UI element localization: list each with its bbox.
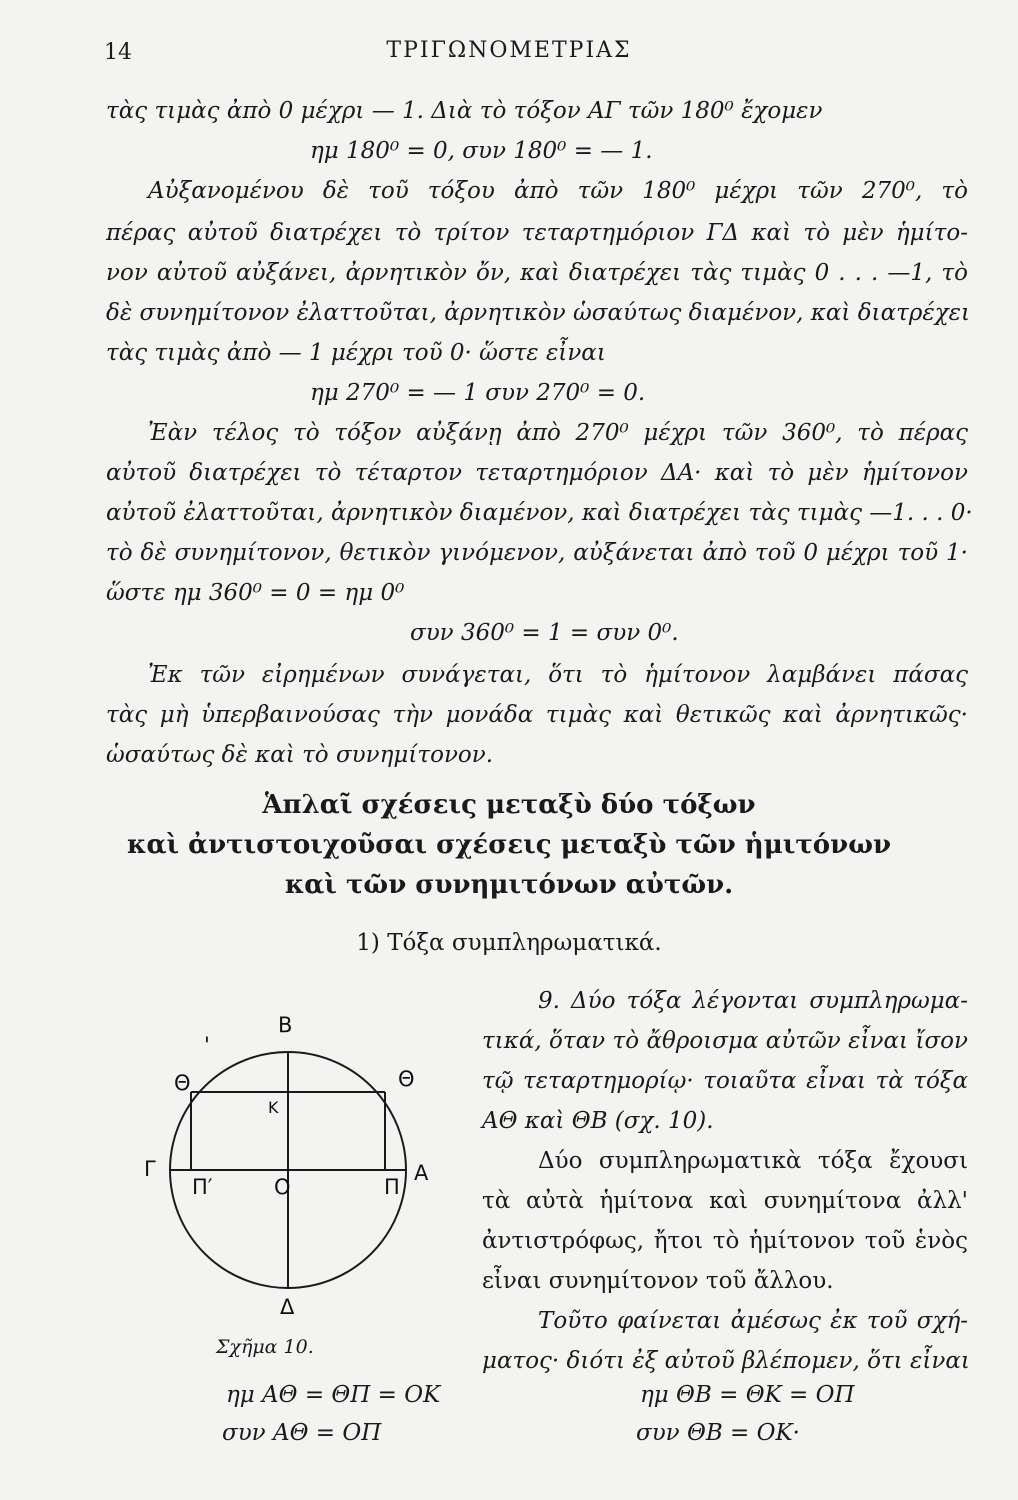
text-line: τὰ αὐτὰ ἡμίτονα καὶ συνημίτονα ἀλλ': [482, 1188, 968, 1214]
text-line: δὲ συνημίτονον ἐλαττοῦται, ἀρνητικὸν ὡσαύτως διαμένον, καὶ διατρέχει: [106, 300, 970, 326]
formula-right-2: συν ΘΒ = ΟΚ·: [636, 1420, 800, 1446]
label-prime-mark: ': [204, 1033, 210, 1057]
text-line: ματος· διότι ἐξ αὐτοῦ βλέπομεν, ὅτι εἶναι: [482, 1348, 970, 1374]
figure-svg: [140, 1000, 460, 1320]
formula-left-1: ημ ΑΘ = ΘΠ = ΟΚ: [226, 1382, 441, 1408]
section-subheading: 1) Τόξα συμπληρωματικά.: [356, 930, 662, 956]
text-line: Τοῦτο φαίνεται ἀμέσως ἐκ τοῦ σχή-: [538, 1308, 968, 1334]
text-line: τὸ δὲ συνημίτονον, θετικὸν γινόμενον, αὐξάνεται ἀπὸ τοῦ 0 μέχρι τοῦ 1·: [106, 540, 968, 566]
label-K: Κ: [268, 1098, 279, 1117]
section-heading-line: καὶ τῶν συνημιτόνων αὐτῶν.: [284, 870, 734, 900]
text-line: τὰς τιμὰς ἀπὸ 0 μέχρι — 1. Διὰ τὸ τόξον ΑΓ τῶν 180⁰ ἔχομεν: [106, 98, 823, 124]
text-line: ὡσαύτως δὲ καὶ τὸ συνημίτονον.: [106, 742, 494, 768]
label-P: Π: [384, 1175, 400, 1199]
section-heading-line: καὶ ἀντιστοιχοῦσαι σχέσεις μεταξὺ τῶν ἡμιτόνων: [126, 830, 891, 860]
text-line: ΑΘ καὶ ΘΒ (σχ. 10).: [482, 1108, 714, 1134]
label-O: Ο: [274, 1175, 291, 1199]
formula-line: ημ 180⁰ = 0, συν 180⁰ = — 1.: [310, 138, 653, 164]
section-heading-line: Ἁπλαῖ σχέσεις μεταξὺ δύο τόξων: [262, 790, 756, 820]
text-line: τὰς μὴ ὑπερβαινούσας τὴν μονάδα τιμὰς καὶ θετικῶς καὶ ἀρνητικῶς·: [106, 702, 968, 728]
text-line: τὰς τιμὰς ἀπὸ — 1 μέχρι τοῦ 0· ὥστε εἶναι: [106, 340, 606, 366]
text-line: Ἐκ τῶν εἰρημένων συνάγεται, ὅτι τὸ ἡμίτονον λαμβάνει πάσας: [148, 662, 968, 688]
formula-line: συν 360⁰ = 1 = συν 0⁰.: [410, 620, 679, 646]
text-line: Ἐὰν τέλος τὸ τόξον αὐξάνῃ ἀπὸ 270⁰ μέχρι τῶν 360⁰, τὸ πέρας: [148, 420, 968, 446]
label-P-prime: Π′: [192, 1175, 213, 1199]
formula-line: ὥστε ημ 360⁰ = 0 = ημ 0⁰: [106, 580, 405, 606]
text-line: εἶναι συνημίτονον τοῦ ἄλλου.: [482, 1268, 834, 1294]
text-line: τικά, ὅταν τὸ ἄθροισμα αὐτῶν εἶναι ἴσον: [482, 1028, 968, 1054]
text-line: αὐτοῦ διατρέχει τὸ τέταρτον τεταρτημόριον ΔΑ· καὶ τὸ μὲν ἡμίτονον: [106, 460, 968, 486]
formula-line: ημ 270⁰ = — 1 συν 270⁰ = 0.: [310, 380, 646, 406]
figure-caption: Σχῆμα 10.: [216, 1336, 314, 1358]
formula-left-2: συν ΑΘ = ΟΠ: [222, 1420, 382, 1446]
text-line: Αὐξανομένου δὲ τοῦ τόξου ἀπὸ τῶν 180⁰ μέχρι τῶν 270⁰, τὸ: [148, 178, 968, 204]
page-number: 14: [104, 40, 132, 65]
text-line: πέρας αὐτοῦ διατρέχει τὸ τρίτον τεταρτημόριον ΓΔ καὶ τὸ μὲν ἡμίτο-: [106, 220, 968, 246]
label-B: Β: [278, 1013, 293, 1037]
text-line: ἀντιστρόφως, ἤτοι τὸ ἡμίτονον τοῦ ἑνὸς: [482, 1228, 968, 1254]
text-line: 9. Δύο τόξα λέγονται συμπληρωμα-: [538, 988, 968, 1014]
text-line: τῷ τεταρτημορίῳ· τοιαῦτα εἶναι τὰ τόξα: [482, 1068, 968, 1094]
figure-10-unit-circle: [140, 1000, 460, 1320]
label-G: Γ: [144, 1157, 156, 1181]
text-line: αὐτοῦ ἐλαττοῦται, ἀρνητικὸν διαμένον, καὶ διατρέχει τὰς τιμὰς —1. . . 0·: [106, 500, 973, 526]
running-title: ΤΡΙΓΩΝΟΜΕΤΡΙΑΣ: [386, 38, 632, 63]
text-line: νον αὐτοῦ αὐξάνει, ἀρνητικὸν ὄν, καὶ διατρέχει τὰς τιμὰς 0 . . . —1, τὸ: [106, 260, 968, 286]
formula-right-1: ημ ΘΒ = ΘΚ = ΟΠ: [640, 1382, 855, 1408]
label-theta-prime: Θ: [174, 1071, 191, 1095]
label-D: Δ: [280, 1295, 295, 1319]
label-theta: Θ: [398, 1067, 415, 1091]
label-A: Α: [414, 1161, 429, 1185]
text-line: Δύο συμπληρωματικὰ τόξα ἔχουσι: [538, 1148, 968, 1174]
